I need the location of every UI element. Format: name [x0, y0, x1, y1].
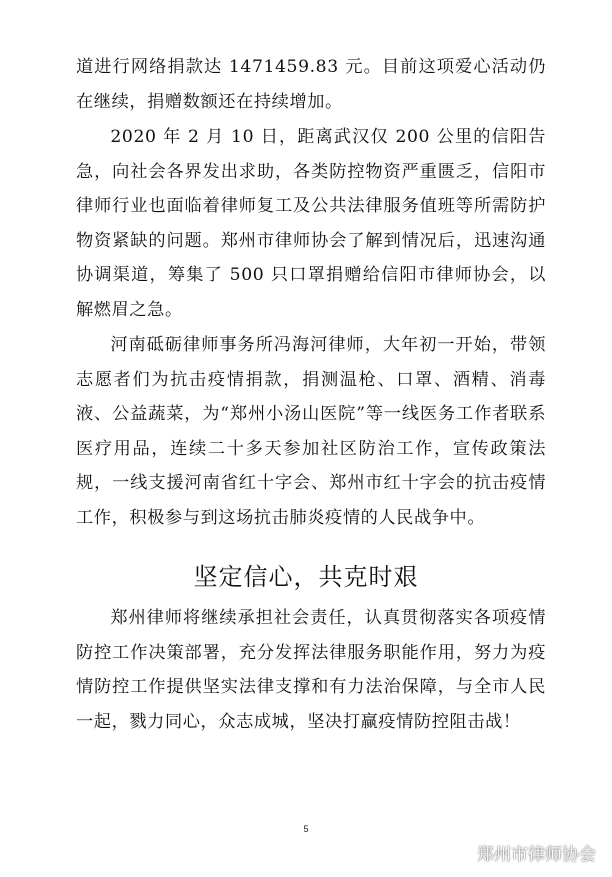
paragraph-closing: 郑州律师将继续承担社会责任，认真贯彻落实各项疫情防控工作决策部署，充分发挥法律服务职能作用，努力为疫情防控工作提供坚实法律支撑和有力法治保障，与全市人民一起，戮力同心，众志成城，坚决打赢疫情防控阻击战！ — [76, 608, 546, 732]
watermark — [447, 840, 596, 865]
paragraph-donation-total: 道进行网络捐款达 1471459.83 元。目前这项爱心活动仍在继续，捐赠数额还在持续增加。 — [76, 57, 546, 112]
section-heading: 坚定信心，共克时艰 — [193, 563, 419, 591]
page-number: 5 — [303, 824, 309, 834]
wechat-icon — [447, 843, 471, 863]
paragraph-lawyer-volunteer: 河南砥砺律师事务所冯海河律师，大年初一开始，带领志愿者们为抗击疫情捐款，捐测温枪、口罩、酒精、消毒液、公益蔬菜，为“郑州小汤山医院”等一线医务工作者联系医疗用品，连续二十多天参加社区防治工作，宣传政策法规，一线支援河南省红十字会、郑州市红十字会的抗击疫情工作，积极参与到这场抗击肺炎疫情的人民战争中。 — [76, 335, 546, 528]
watermark-text: 郑州市律师协会 — [477, 845, 596, 865]
paragraph-xinyang-support: 2020 年 2 月 10 日，距离武汉仅 200 公里的信阳告急，向社会各界发出求助，各类防控物资严重匮乏，信阳市律师行业也面临着律师复工及公共法律服务值班等所需防护物资紧缺的问题。郑州市律师协会了解到情况后，迅速沟通协调渠道，筹集了 500 只口罩捐赠给信阳市律师协会，以解燃眉之急。 — [76, 127, 546, 320]
